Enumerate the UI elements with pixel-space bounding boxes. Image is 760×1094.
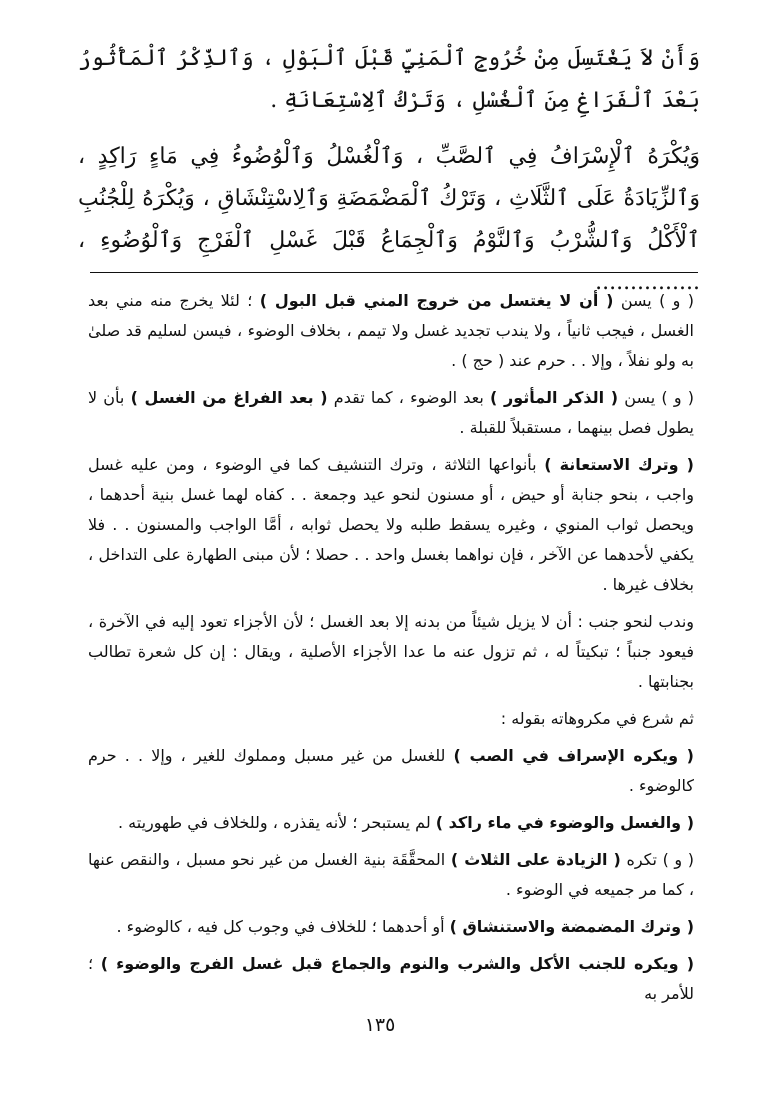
commentary-text-run: بأنواعها الثلاثة ، وترك التنشيف كما في الوضوء ، ومن عليه غسل واجب ، بنحو جنابة أو حيض ، أو مسنون لنحو عيد وجمعة . . كفاه لهما غسل بنية أحدهما ، ويحصل ثواب المنوي ، وغيره يسقط طلبه ولا يحصل ثوابه ، أمَّا الواجب والمسنون . . فلا يكفي لأحدهما عن الآخر ، فإن نواهما بغسل واحد . . حصلا ؛ لأن مبنى الطهارة على التداخل ، بخلاف غيرها . — [88, 455, 694, 594]
quoted-main-text: ( بعد الفراغ من الغسل ) — [130, 388, 328, 407]
commentary-text-run: ( و ) يسن — [613, 291, 694, 310]
quoted-main-text: ( أن لا يغتسل من خروج المني قبل البول ) — [259, 291, 614, 310]
main-text-paragraph-2-body: وَيُكْرَهُ ٱلْإِسْرَافُ فِي ٱلصَّبِّ ، وَٱلْغُسْلُ وَٱلْوُضُوءُ فِي مَاءٍ رَاكِدٍ ، وَٱلزِّيَادَةُ عَلَى ٱلثَّلَاثِ ، وَتَرْكُ ٱلْمَضْمَضَةِ وَٱلِاسْتِنْشَاقِ ، وَيُكْرَهُ لِلْجُنُبِ ٱلْأَكْلُ وَٱلشُّرْبُ وَٱلنَّوْمُ وَٱلْجِمَاعُ قَبْلَ غَسْلِ ٱلْفَرْجِ وَٱلْوُضُوءِ ، — [78, 144, 701, 253]
main-text — [78, 38, 700, 318]
commentary-text-run: بأن لا يطول فصل بينهما ، مستقبلاً للقبلة . — [88, 388, 694, 437]
commentary-paragraph-4: وندب لنحو جنب : أن لا يزيل شيئاً من بدنه إلا بعد الغسل ؛ لأن الأجزاء تعود إليه في الآخرة ، فيعود جنباً ؛ تبكيتاً له ، ثم تزول عنه ما عدا الأجزاء الأصلية ، ويقال : إن كل شعرة تطالب بجنابتها . — [88, 612, 694, 691]
quoted-main-text: ( الذكر المأثور ) — [490, 388, 619, 407]
ellipsis-dots: ............... — [595, 270, 700, 295]
commentary-text-run: لم يستبحر ؛ لأنه يقذره ، وللخلاف في طهوريته . — [118, 813, 436, 832]
page-number: ١٣٥ — [364, 1014, 396, 1036]
quoted-main-text: ( ويكره الإسراف في الصب ) — [453, 746, 694, 765]
commentary-paragraph-6 — [88, 741, 694, 801]
commentary-text-run: أو أحدهما ؛ للخلاف في وجوب كل فيه ، كالوضوء . — [116, 917, 450, 936]
commentary-paragraph-7 — [88, 808, 694, 838]
quoted-main-text: ( الزيادة على الثلاث ) — [450, 850, 621, 869]
quoted-main-text: ( وترك المضمضة والاستنشاق ) — [449, 917, 694, 936]
commentary-text-run: ( و ) تكره — [620, 850, 695, 869]
main-text-paragraph-1: وَأَنْ لاَ يَغْتَسِلَ مِنْ خُرُوجِ ٱلْمَنِيِّ قَبْلَ ٱلْبَوْلِ ، وَٱلذِّكْرُ ٱلْمَأْثُورُ بَعْدَ ٱلْفَرَاغِ مِنَ ٱلْغُسْلِ ، وَتَرْكُ ٱلِاسْتِعَانَةِ . — [78, 46, 700, 113]
commentary-text-run: بعد الوضوء ، كما تقدم — [327, 388, 491, 407]
commentary-paragraph-2 — [88, 383, 694, 443]
commentary-paragraph-9 — [88, 912, 694, 942]
commentary-text-run: للغسل من غير مسبل ومملوك للغير ، وإلا . . حرم كالوضوء . — [88, 746, 694, 795]
commentary-paragraph-1 — [88, 286, 694, 376]
commentary-paragraph-8 — [88, 845, 694, 905]
commentary-text — [88, 286, 694, 1016]
quoted-main-text: ( وترك الاستعانة ) — [544, 455, 694, 474]
commentary-text-run: ( و ) يسن — [618, 388, 694, 407]
commentary-text-run: ؛ للأمر به — [88, 954, 694, 1003]
commentary-paragraph-5: ثم شرع في مكروهاته بقوله : — [500, 709, 694, 728]
section-divider — [90, 272, 698, 273]
quoted-main-text: ( ويكره للجنب الأكل والشرب والنوم والجماع قبل غسل الفرج والوضوء ) — [100, 954, 695, 973]
commentary-paragraph-3 — [88, 450, 694, 600]
commentary-text-run: ؛ لئلا يخرج منه مني بعد الغسل ، فيجب ثانياً ، ولا يندب تجديد غسل ولا تيمم ، بخلاف الوضوء ، فيسن لسليم قد صلىٰ به ولو نفلاً ، وإلا . . حرم عند ( حج ) . — [88, 291, 694, 370]
main-text-paragraph-2 — [78, 136, 700, 304]
commentary-paragraph-10 — [88, 949, 694, 1009]
commentary-text-run: المحقَّقَة بنية الغسل من غير نحو مسبل ، والنقص عنها ، كما مر جميعه في الوضوء . — [88, 850, 694, 899]
quoted-main-text: ( والغسل والوضوء في ماء راكد ) — [435, 813, 694, 832]
